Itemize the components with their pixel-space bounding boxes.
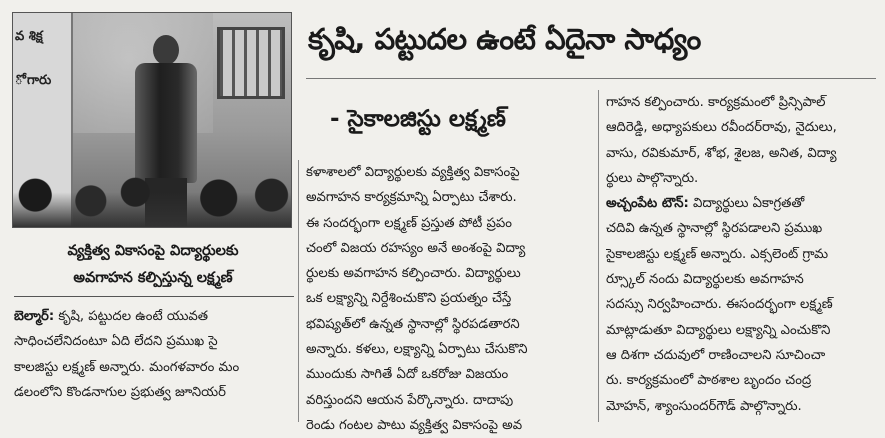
dateline: బెల్మార్: xyxy=(14,309,55,324)
column-3-line: గాహన కల్పించారు. కార్యక్రమంలో ప్రిన్సిపాల్ xyxy=(606,95,826,110)
column-3-line: మోహన్, శ్యాంసుందర్‌గౌడ్ పాల్గొన్నారు. xyxy=(606,398,802,414)
column-3-line: ఆదిరెడ్డి, అధ్యాపకులు రవీందర్‌రావు, నైదులు, xyxy=(606,120,837,136)
headline: కృషి, పట్టుదల ఉంటే ఏదైనా సాధ్యం xyxy=(308,22,701,56)
column-2-line: ర్థులకు అవగాహన కల్పించారు. విద్యార్థులు xyxy=(306,266,521,282)
column-divider xyxy=(298,160,299,422)
column-1-line: సాధించలేనిదంటూ ఏది లేదని ప్రముఖ సై xyxy=(14,334,218,350)
column-3-line: ర్స్కూల్ నందు విద్యార్థులకు అవగాహన xyxy=(606,272,804,288)
column-3-line: రు. కార్యక్రమంలో పాఠశాల బృందం చంద్ర xyxy=(606,373,812,389)
event-photo xyxy=(12,12,292,228)
column-1 xyxy=(14,304,294,405)
column-2-line: ముందుకు సాగితే ఏదో ఒకరోజు విజయం xyxy=(306,367,509,383)
column-2-line: భవిష్యత్‌లో ఉన్నత స్థానాల్లో స్థిరపడతారని xyxy=(306,316,520,332)
headline-divider xyxy=(306,78,876,79)
column-3-line: సైకాలజిస్టు లక్ష్మణ్ అన్నారు. ఎక్సలెంట్ గ్రామ xyxy=(606,246,829,262)
column-1-line: బెల్మార్: కృషి, పట్టుదల ఉంటే యువత xyxy=(14,309,209,324)
column-2 xyxy=(306,160,594,438)
column-2-line: రెండు గంటల పాటు వ్యక్తిత్వ వికాసంపై అవ xyxy=(306,417,523,433)
dateline: అచ్చంపేట టౌన్: xyxy=(606,196,689,212)
column-2-line: వరిస్తుందని ఆయన పేర్కొన్నారు. దాదాపు xyxy=(306,392,514,408)
column-3-line: మాట్లాడుతూ విద్యార్థులు లక్ష్యాన్ని ఎంచుకొని xyxy=(606,322,831,338)
speaker-body xyxy=(135,63,197,183)
column-1-line: కాలజిస్టు లక్ష్మణ్ అన్నారు. మంగళవారం మం xyxy=(14,359,240,375)
photo-caption-line-1: వ్యక్తిత్వ వికాసంపై విద్యార్థులకు xyxy=(67,243,239,259)
column-3-line: ర్థులు పాల్గొన్నారు. xyxy=(606,170,699,186)
caption-divider xyxy=(14,296,294,297)
column-3-line: చదివి ఉన్నత స్థానాల్లో స్థిరపడాలని ప్రముఖ xyxy=(606,221,823,237)
column-1-line: డలంలోని కొండనాగుల ప్రభుత్వ జూనియర్ xyxy=(14,384,226,400)
column-2-line: ఒక లక్ష్యాన్ని నిర్దేశించుకొని ప్రయత్నం చేస్తే xyxy=(306,291,512,307)
column-3-line: ఆ దిశగా చదువులో రాణించాలని సూచించా xyxy=(606,347,826,363)
column-2-line: కళాశాలలో విద్యార్థులకు వ్యక్తిత్వ వికాసంపై xyxy=(306,165,520,180)
column-divider xyxy=(598,90,599,422)
column-3-line: సదస్సు నిర్వహించారు. ఈసందర్భంగా లక్ష్మణ్ xyxy=(606,297,833,313)
column-3 xyxy=(606,90,882,419)
photo-caption-line-2: అవగాహన కల్పిస్తున్న లక్ష్మణ్ xyxy=(73,270,233,286)
column-3-line: వాసు, రవికుమార్, శోభ, శైలజ, అనిత, విద్యా xyxy=(606,145,837,161)
banner-text-line: ో గారు xyxy=(15,73,52,88)
column-2-line: అవగాహన కార్యక్రమాన్ని ఏర్పాటు చేశారు. xyxy=(306,190,517,206)
banner-text-line: వ శిక్ష xyxy=(15,29,43,44)
column-3-line: అచ్చంపేట టౌన్: విద్యార్థులు ఏకాగ్రతతో xyxy=(606,196,805,212)
column-2-line: ఈ సందర్భంగా లక్ష్మణ్ ప్రస్తుత పోటీ ప్రపం xyxy=(306,215,512,231)
column-2-line: అన్నారు. కళలు, లక్ష్యాన్ని ఏర్పాటు చేసుకొని xyxy=(306,342,528,358)
column-2-line: చంలో విజయ రహస్యం అనే అంశంపై విద్యా xyxy=(306,240,526,256)
window xyxy=(217,27,285,99)
audience xyxy=(13,169,291,227)
speaker-head xyxy=(153,35,179,65)
subheadline: - సైకాలజిస్టు లక్ష్మణ్ xyxy=(330,106,506,132)
